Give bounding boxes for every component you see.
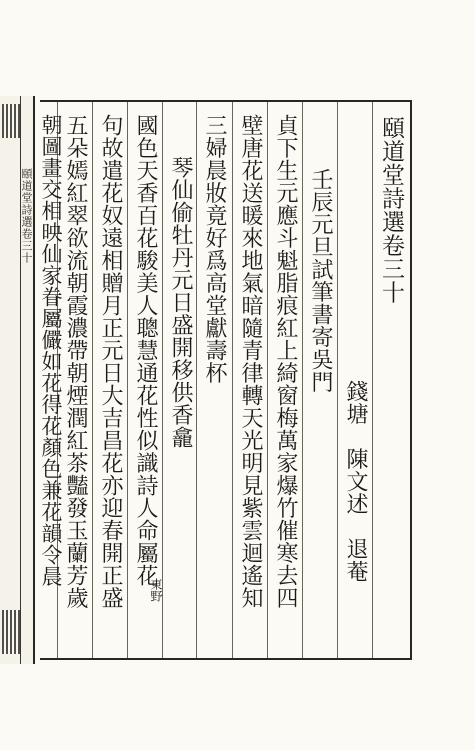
fish-tail-mark-top [2,104,20,138]
column-rule [232,102,233,658]
column-rule [127,102,128,658]
frame-top-border [40,100,412,102]
edge-title: 頤道堂詩選卷三十 [20,168,33,264]
poem-line: 國色天香百花駿美人聰慧通花性似識詩人命屬花 [133,114,158,587]
author-line: 錢塘 陳文述 退菴 [343,380,368,583]
column-rule [372,102,373,658]
column-rule [302,102,303,658]
poem-title: 琴仙偷牡丹元日盛開移供香龕 [168,156,193,449]
poem-line: 壁唐花送暖來地氣暗隨青律轉天光明見紫雲迴遙知 [238,114,263,609]
column-rule [196,102,197,658]
poem-line: 貞下生元應斗魁脂痕紅上綺窗梅萬家爆竹催寒去四 [273,114,298,609]
poem-title: 壬辰元旦試筆書寄吳門 [308,168,333,393]
poem-line: 五朵嫣紅翠欲流朝霞濃帶朝煙潤紅茶豔發玉蘭芳歲 [63,114,88,609]
poem-line: 朝圖畫交相映仙家眷屬儼如花得花顏色兼花韻令晨 [39,114,63,587]
book-title: 頤道堂詩選卷三十 [378,116,404,304]
annotation-note: 東野 [149,578,163,602]
column-rule [337,102,338,658]
column-rule [267,102,268,658]
poem-line: 句故遣花奴遠相贈月正元日大吉昌花亦迎春開正盛 [98,114,123,609]
poem-line: 三婦晨妝竟好爲高堂獻壽杯 [202,114,227,384]
fold-line-outer [33,96,35,664]
frame-right-border [410,100,412,660]
column-rule [92,102,93,658]
frame-bottom-border [40,658,412,660]
column-rule [162,102,163,658]
fish-tail-mark-bottom [2,610,20,654]
